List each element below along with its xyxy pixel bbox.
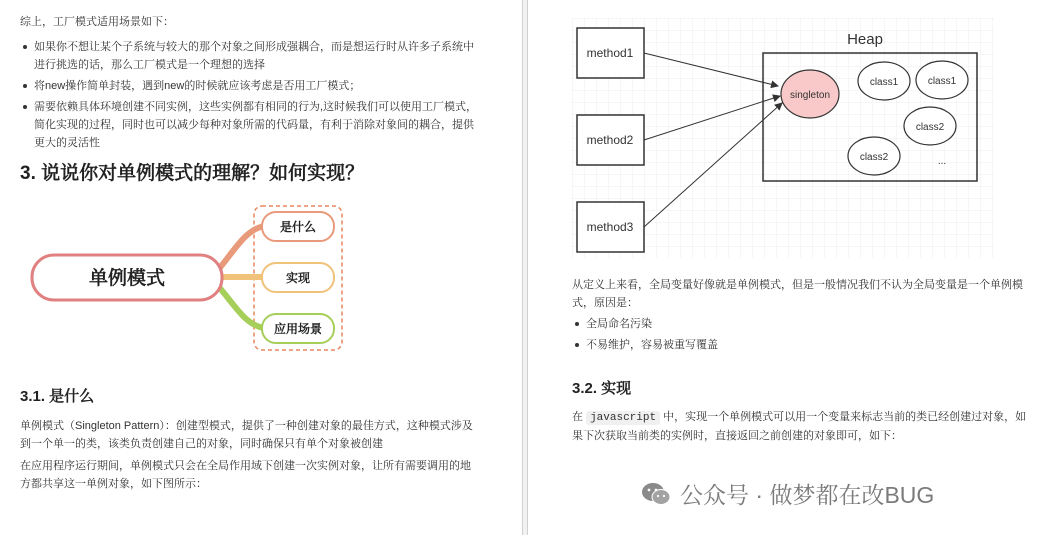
heap-label: Heap <box>847 31 883 48</box>
javascript-code: javascript <box>586 411 660 425</box>
list-item: 需要依赖具体环境创建不同实例，这些实例都有相同的行为,这时候我们可以使用工厂模式，简化实现的过程，同时也可以减少每种对象所需的代码量，有利于消除对象间的耦合，提供更大的灵活性 <box>20 98 480 152</box>
watermark-text: 公众号 · 做梦都在改BUG <box>680 482 935 508</box>
intro-text: 综上，工厂模式适用场景如下： <box>20 16 174 28</box>
singleton-label: singleton <box>789 90 831 101</box>
branch-line-3 <box>218 286 264 328</box>
paragraph-definition: 单例模式（Singleton Pattern）：创建型模式，提供了一种创建对象的最佳方式，这种模式涉及到一个单一的类，该类负责创建自己的对象，同时确保只有单个对象被创建 <box>20 420 473 450</box>
wechat-icon <box>640 481 672 507</box>
factory-bullet-list <box>20 38 480 155</box>
method2-label: method2 <box>586 133 634 147</box>
paragraph-global-variable: 从定义上来看，全局变量好像就是单例模式，但是一般情况我们不认为全局变量是一个单例模式，原因是： <box>572 279 1023 309</box>
class-node-2-label: class1 <box>927 76 957 87</box>
section-heading-3-1: 3.1. 是什么 <box>20 388 95 405</box>
class-node-4-label: class2 <box>859 152 889 163</box>
right-page <box>528 0 1049 535</box>
branch-node-1-label: 是什么 <box>279 220 317 234</box>
list-item: 全局命名污染 <box>572 315 1032 333</box>
center-node-label: 单例模式 <box>88 268 166 289</box>
method3-label: method3 <box>586 220 634 234</box>
list-item: 将new操作简单封装，遇到new的时候就应该考虑是否用工厂模式； <box>20 77 480 95</box>
singleton-heap-diagram <box>572 18 994 258</box>
watermark <box>640 477 934 510</box>
branch-node-2-label: 实现 <box>285 271 311 285</box>
class-node-3-label: class2 <box>915 122 945 133</box>
branch-line-1 <box>218 226 264 270</box>
class-node-1-label: class1 <box>869 77 899 88</box>
section-heading-3-2: 3.2. 实现 <box>572 380 632 397</box>
method1-label: method1 <box>586 46 634 60</box>
list-item: 如果你不想让某个子系统与较大的那个对象之间形成强耦合，而是想运行时从许多子系统中进行挑选的话，那么工厂模式是一个理想的选择 <box>20 38 480 74</box>
section-heading-3: 3. 说说你对单例模式的理解？如何实现？ <box>20 163 365 184</box>
mindmap-diagram <box>20 200 360 358</box>
paragraph-implementation <box>572 408 1028 445</box>
reasons-list <box>572 315 1032 357</box>
left-page <box>0 0 522 535</box>
impl-text-pre: 在 <box>572 411 583 423</box>
paragraph-runtime: 在应用程序运行期间，单例模式只会在全局作用域下创建一次实例对象，让所有需要调用的地方都共享这一单例对象，如下图所示： <box>20 460 471 490</box>
branch-node-3-label: 应用场景 <box>273 322 323 336</box>
list-item: 不易维护，容易被重写覆盖 <box>572 336 1032 354</box>
impl-text-post: 中，实现一个单例模式可以用一个变量来标志当前的类已经创建过对象，如果下次获取当前类的实例时，直接返回之前创建的对象即可，如下： <box>572 411 1027 442</box>
more-classes-ellipsis: ... <box>937 156 947 167</box>
